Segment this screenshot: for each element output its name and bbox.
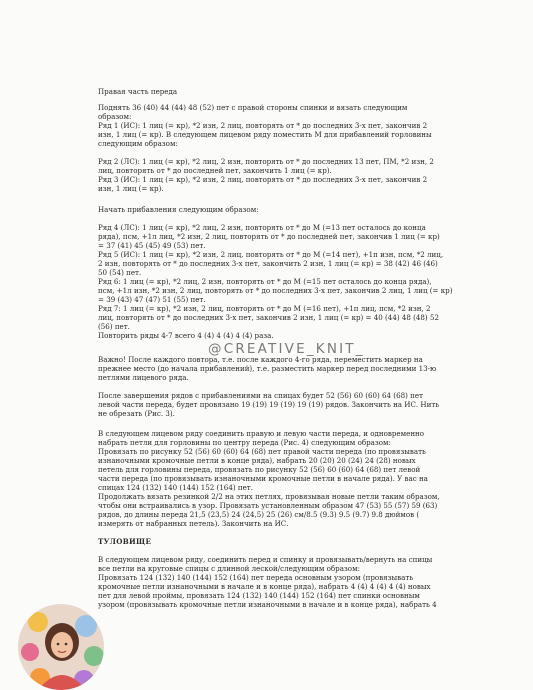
text-line: 50 (54) пет. — [98, 269, 142, 277]
text-line: кромочные петли изнаночными в начале и в конце ряда), набрать 4 (4) 4 (4) 4 (4) новых — [98, 583, 431, 591]
text-line: узором (провязывать кромочные петли изнаночными в начале и в конце ряда), набрать 4 — [98, 601, 437, 609]
text-line: Ряд 3 (ИС): 1 лиц (= кр), *2 изн, 2 лиц, повторять от * до последних 3-х пет, закончив 2 — [98, 176, 428, 184]
text-line: Повторить ряды 4-7 всего 4 (4) 4 (4) 4 (4) раза. — [98, 332, 274, 340]
text-line: петель для горловины переда, провязать по рисунку 52 (56) 60 (60) 64 (68) пет левой — [98, 466, 421, 474]
text-line: Поднять 36 (40) 44 (44) 48 (52) пет с правой стороны спинки и вязать следующим — [98, 104, 408, 112]
text-line: части переда (по провязывать изнаночными кромочные петли в начале ряда). У вас на — [98, 475, 428, 483]
text-line: Провязать по рисунку 52 (56) 60 (60) 64 (68) пет правой части переда (по провязывать — [98, 448, 426, 456]
text-line: рядов, до длины переда 21,5 (23,5) 24 (24,5) 25 (26) см/8.5 (9.3) 9.5 (9.7) 9.8 дюймов ( — [98, 511, 420, 519]
text-line: измерять от набранных петель). Закончить на ИС. — [98, 520, 289, 528]
avatar-photo-icon — [18, 604, 104, 690]
text-line: лиц, повторять от * до последней пет, закончить 1 лиц (= кр). — [98, 167, 332, 175]
text-line: Ряд 4 (ЛС): 1 лиц (= кр), *2 лиц, 2 изн, повторять от * до М (=13 пет осталось до конца — [98, 224, 426, 232]
text-line: В следующем лицевом ряду, соединить перед и спинку и провязывать/вернуть на спицы — [98, 556, 433, 564]
text-line: 2 изн, повторять от * до последних 3-х пет, закончить 2 изн, 1 лиц (= кр) = 38 (42) 46 (46) — [98, 260, 438, 268]
text-line: образом: — [98, 113, 132, 121]
text-line: петлями лицевого ряда. — [98, 374, 189, 382]
text-line: лиц, повторять от * до последних 3-х пет, закончив 2 изн, 1 лиц (= кр) = 40 (44) 48 (48) 52 — [98, 314, 439, 322]
text-line: Ряд 5 (ИС): 1 лиц (= кр), *2 изн, 2 лиц, повторять от * до М (=14 пет), +1п изн, псм, *2 лиц, — [98, 251, 444, 259]
text-line: следующим образом: — [98, 140, 178, 148]
text-line: не обрезать (Рис. 3). — [98, 410, 175, 418]
text-line: левой части переда, будет провязано 19 (19) 19 (19) 19 (19) рядов. Закончить на ИС. Нить — [98, 401, 440, 409]
text-line: (56) пет. — [98, 323, 130, 331]
text-line: ряда), псм, +1л лиц, *2 изн, 2 лиц, повторять от * до последней пет, закончив 1 лиц (= кр) — [98, 233, 440, 241]
text-line: изн, 1 лиц (= кр). В следующем лицевом ряду поместить М для прибавлений горловины — [98, 131, 432, 139]
text-line: Ряд 2 (ЛС): 1 лиц (= кр), *2 лиц, 2 изн, повторять от * до последних 13 пет, ПМ, *2 изн, 2 — [98, 158, 434, 166]
text-line: Провязать 124 (132) 140 (144) 152 (164) пет переда основным узором (провязывать — [98, 574, 414, 582]
text-line: пет для левой проймы, провязать 124 (132) 140 (144) 152 (164) пет спинки основным — [98, 592, 420, 600]
text-line: все петли на круговые спицы с длинной леской/следующим образом: — [98, 565, 360, 573]
text-line: спицах 124 (132) 140 (144) 152 (164) пет. — [98, 484, 253, 492]
text-line: Начать прибавления следующим образом: — [98, 206, 259, 214]
text-line: После завершения рядов с прибавлениями на спицах будет 52 (56) 60 (60) 64 (68) пет — [98, 392, 423, 400]
watermark: @CREATIVE_KNIT_ — [208, 341, 365, 357]
text-line: изнаночными кромочные петли в конце ряда), набрать 20 (20) 20 (24) 24 (28) новых — [98, 457, 416, 465]
text-line: набрать петли для горловины по центру переда (Рис. 4) следующим образом: — [98, 439, 391, 447]
section-heading-body: ТУЛОВИЩЕ — [98, 538, 152, 546]
text-line: Ряд 7: 1 лиц (= кр), *2 изн, 2 лиц, повторять от * до М (=16 пет), +1п лиц, псм, *2 изн, 2 — [98, 305, 431, 313]
section-heading-right-front: Правая часть переда — [98, 88, 178, 96]
text-line: изн, 1 лиц (= кр). — [98, 185, 164, 193]
text-line: = 39 (43) 47 (47) 51 (55) пет. — [98, 296, 206, 304]
text-line: псм, +1л изн, *2 изн, 2 лиц, повторять от * до последних 3-х пет, закончив 2 лиц, 1 лиц (= кр) — [98, 287, 453, 295]
text-line: Продолжать вязать резинкой 2/2 на этих петлях, провязывая новые петли таким образом, — [98, 493, 440, 501]
text-line: Важно! После каждого повтора, т.е. после каждого 4-го ряда, переместить маркер на — [98, 356, 423, 364]
text-line: чтобы они встраивались в узор. Провязать установленным образом 47 (53) 55 (57) 59 (63) — [98, 502, 438, 510]
text-line: = 37 (41) 45 (45) 49 (53) пет. — [98, 242, 206, 250]
author-avatar — [18, 604, 104, 690]
text-line: Ряд 1 (ИС): 1 лиц (= кр), *2 изн, 2 лиц, повторять от * до последних 3-х пет, закончив 2 — [98, 122, 428, 130]
text-line: Ряд 6: 1 лиц (= кр), *2 лиц, 2 изн, повторять от * до М (=15 пет осталось до конца ряда), — [98, 278, 432, 286]
text-line: В следующем лицевом ряду соединить правую и левую части переда, и одновременно — [98, 430, 425, 438]
text-line: прежнее место (до начала прибавлений), т.е. разместить маркер перед последними 13-ю — [98, 365, 437, 373]
